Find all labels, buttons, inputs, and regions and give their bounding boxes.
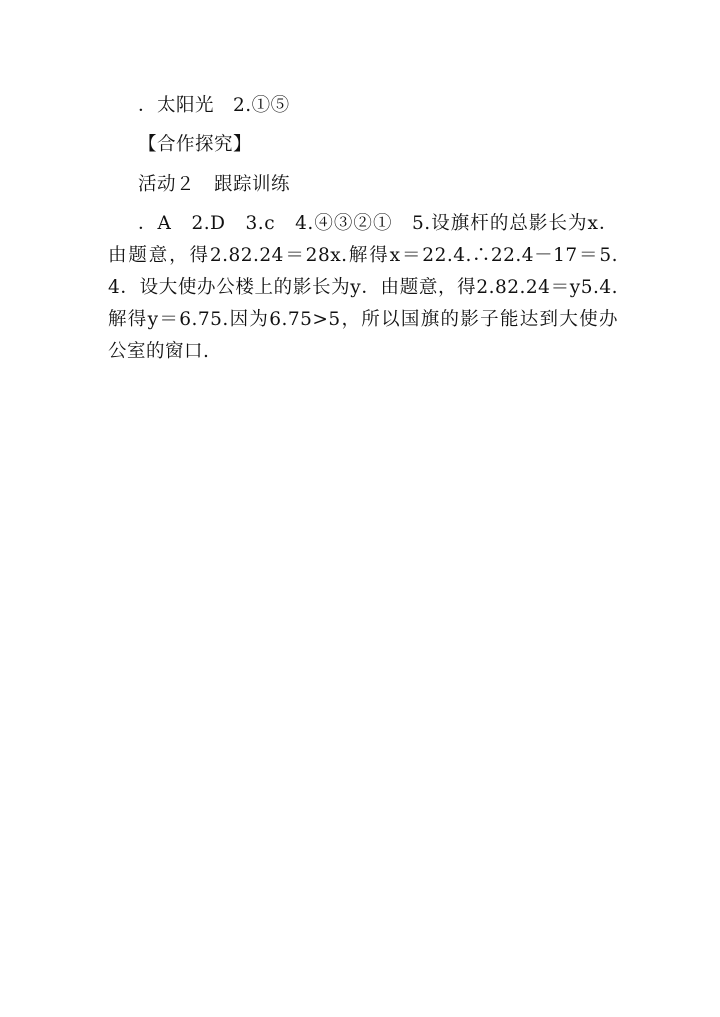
activity-heading: 活动２ 跟踪训练 <box>138 174 291 195</box>
document-body <box>108 90 618 368</box>
answer-paragraph: ．A 2.D 3.c 4.④③②① 5.设旗杆的总影长为x．由题意，得2.82.24＝28x.解得x＝22.4.∴22.4－17＝5.4．设大使办公楼上的影长为y．由题意，得2.82.24＝y5.4.解得y＝6.75.因为6.75>5，所以国旗的影子能达到大使办公室的窗口. <box>108 213 618 362</box>
section-heading: 【合作探究】 <box>138 134 253 155</box>
answer-line-1: ．太阳光 2.①⑤ <box>138 95 290 116</box>
